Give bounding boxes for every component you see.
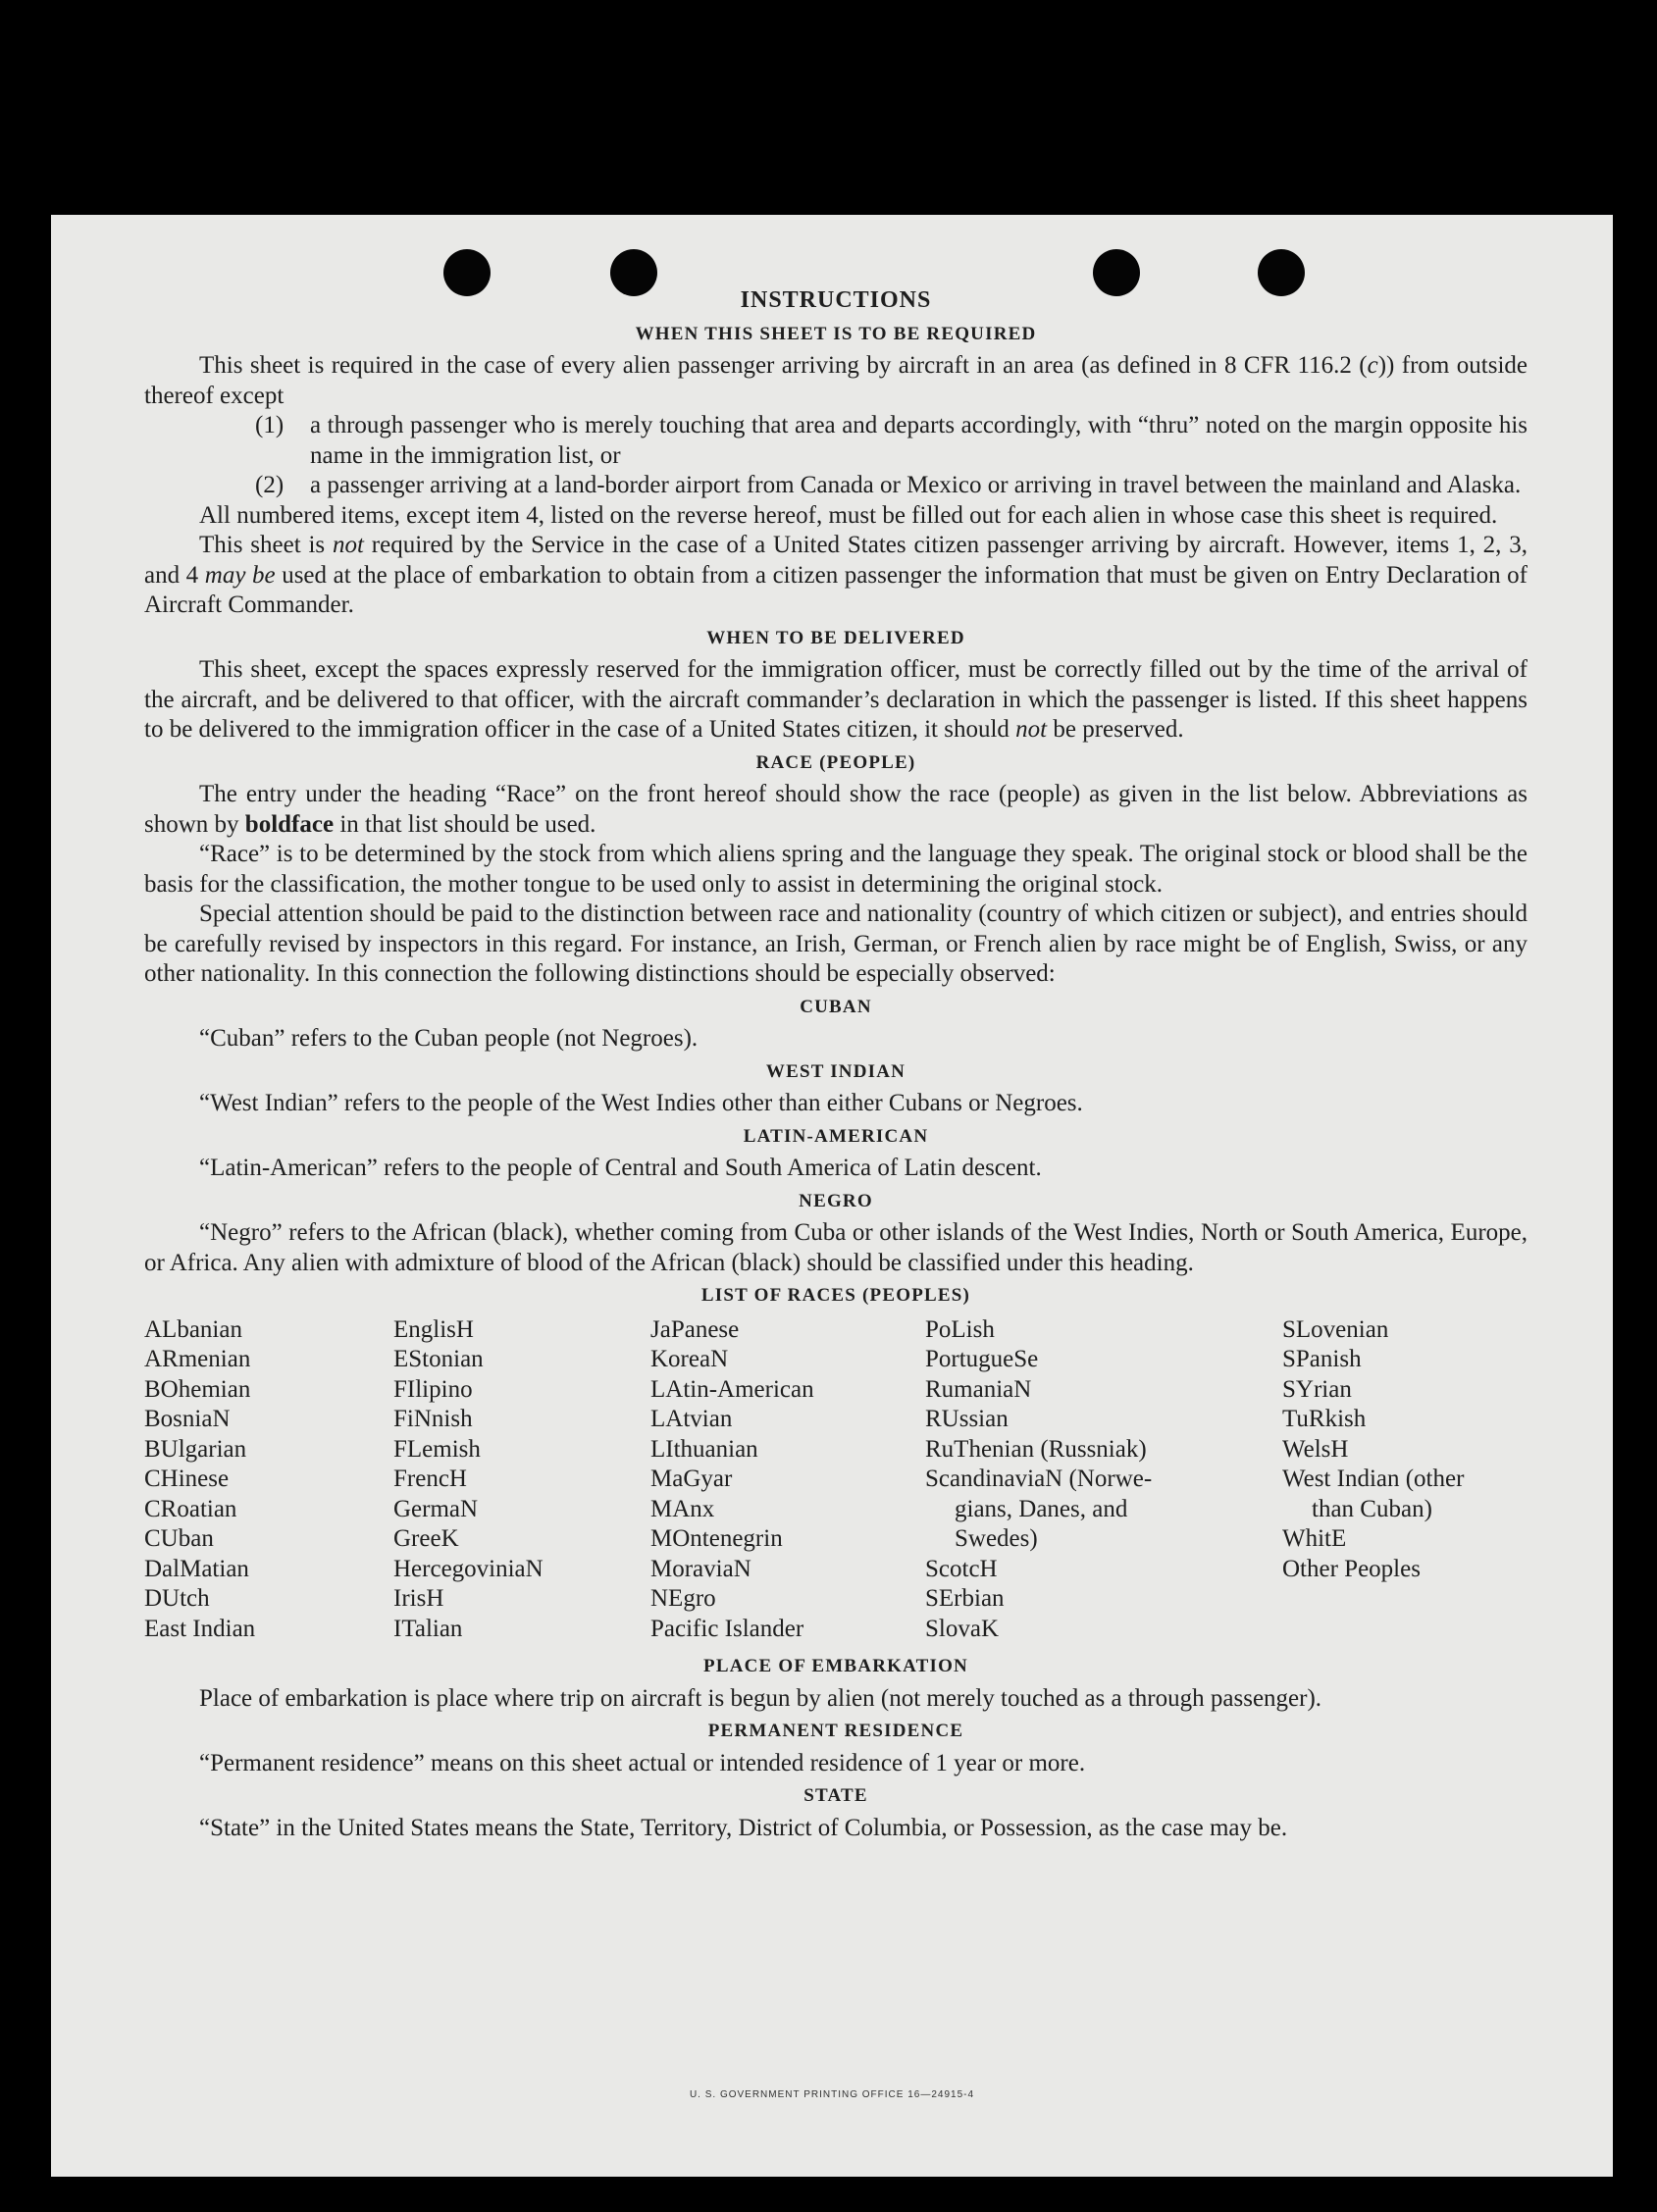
heading-place-of-embarkation: PLACE OF EMBARKATION <box>703 1656 968 1676</box>
race-item: GermaN <box>393 1495 479 1522</box>
race-item: BosniaN <box>144 1406 231 1432</box>
heading-cuban: CUBAN <box>800 996 872 1017</box>
race-item: FiNnish <box>393 1406 473 1432</box>
race-item: EStonian <box>393 1346 484 1372</box>
race-item: TuRkish <box>1282 1406 1367 1432</box>
heading-latin-american: LATIN-AMERICAN <box>743 1125 929 1147</box>
race-item: BOhemian <box>144 1375 251 1403</box>
races-column-2 <box>393 1315 650 1645</box>
race-item: LAtvian <box>650 1406 733 1432</box>
race-item: SlovaK <box>925 1615 999 1642</box>
race-item: WhitE <box>1282 1525 1347 1552</box>
race-item: Pacific Islander <box>650 1615 804 1642</box>
paragraph: This sheet is required in the case of every alien passenger arriving by aircraft in an area (as defined in 8 CFR 116.2 (c)) from outside thereof except <box>144 352 1528 409</box>
races-column-5 <box>1282 1315 1528 1645</box>
race-item: RuThenian (Russniak) <box>925 1435 1147 1463</box>
race-item: SYrian <box>1282 1375 1352 1403</box>
paragraph: “West Indian” refers to the people of the West Indies other than either Cubans or Negroes. <box>199 1090 1083 1116</box>
races-column-1 <box>144 1315 393 1645</box>
race-item: DUtch <box>144 1585 210 1612</box>
race-item-continued: Swedes) <box>955 1525 1038 1552</box>
race-item: SPanish <box>1282 1346 1362 1372</box>
race-item: West Indian (other <box>1282 1466 1465 1492</box>
page-title: INSTRUCTIONS <box>740 287 932 313</box>
races-column-3 <box>650 1315 925 1645</box>
paragraph: “State” in the United States means the State, Territory, District of Columbia, or Possession, as the case may be. <box>199 1814 1288 1841</box>
races-list <box>144 1315 1528 1645</box>
race-item: RumaniaN <box>925 1375 1032 1403</box>
race-item: ITalian <box>393 1615 463 1642</box>
race-item: KoreaN <box>650 1346 729 1372</box>
race-item: PoLish <box>925 1315 995 1343</box>
race-item: NEgro <box>650 1585 716 1612</box>
race-item: CHinese <box>144 1466 230 1492</box>
heading-state: STATE <box>803 1785 868 1806</box>
race-item: EnglisH <box>393 1315 474 1343</box>
race-item: Other Peoples <box>1282 1555 1421 1582</box>
race-item: MAnx <box>650 1495 715 1522</box>
races-column-4 <box>925 1315 1282 1645</box>
paragraph: “Permanent residence” means on this sheet actual or intended residence of 1 year or more. <box>199 1749 1086 1776</box>
heading-permanent-residence: PERMANENT RESIDENCE <box>707 1721 964 1741</box>
race-item: PortugueSe <box>925 1346 1039 1372</box>
paragraph: “Latin-American” refers to the people of Central and South America of Latin descent. <box>199 1155 1042 1181</box>
race-item: FIlipino <box>393 1375 473 1403</box>
paragraph: All numbered items, except item 4, listed on the reverse hereof, must be filled out for each alien in whose case this sheet is required. <box>199 501 1498 529</box>
race-item: ScandinaviaN (Norwe- <box>925 1466 1153 1492</box>
race-item: SErbian <box>925 1585 1005 1612</box>
race-item: JaPanese <box>650 1315 740 1343</box>
paragraph: “Race” is to be determined by the stock from which aliens spring and the language they speak. The original stock or blood shall be the basis for the classification, the mother tongue to be used only to assist in determining the original stock. <box>144 841 1528 898</box>
exception-text: a passenger arriving at a land-border airport from Canada or Mexico or arriving in travel between the mainland and Alaska. <box>310 472 1522 498</box>
exception-item <box>144 411 1528 471</box>
race-item: ALbanian <box>144 1315 242 1343</box>
paragraph: “Negro” refers to the African (black), whether coming from Cuba or other islands of the West Indies, North or South America, Europe, or Africa. Any alien with admixture of blood of the African (black) should be classified under this heading. <box>144 1219 1528 1276</box>
heading-west-indian: WEST INDIAN <box>765 1060 906 1082</box>
race-item: MOntenegrin <box>650 1525 783 1552</box>
exception-item <box>144 471 1528 501</box>
race-item: LAtin-American <box>650 1375 814 1403</box>
paragraph: Special attention should be paid to the distinction between race and nationality (country of which citizen or subject), and entries should be carefully revised by inspectors in this regard. For instance, an Irish, German, or French alien by race might be of English, Swiss, or any other nationality. In this connection the following distinctions should be especially observed: <box>144 900 1528 987</box>
paragraph: This sheet is not required by the Service in the case of a United States citizen passenger arriving by aircraft. However, items 1, 2, 3, and 4 may be used at the place of embarkation to obtain from a citizen passenger the information that must be given on Entry Declaration of Aircraft Commander. <box>144 532 1528 618</box>
race-item: WelsH <box>1282 1435 1349 1463</box>
race-item: IrisH <box>393 1585 444 1612</box>
paragraph: Place of embarkation is place where trip on aircraft is begun by alien (not merely touched as a through passenger). <box>199 1684 1322 1712</box>
instructions-content <box>144 285 1528 1843</box>
heading-when-required: WHEN THIS SHEET IS TO BE REQUIRED <box>635 323 1037 344</box>
paragraph: This sheet, except the spaces expressly reserved for the immigration officer, must be correctly filled out by the time of the arrival of the aircraft, and be delivered to that officer, with the aircraft commander’s declaration in which the passenger is listed. If this sheet happens to be delivered to the immigration officer in the case of a United States citizen, it should not be preserved. <box>144 656 1528 743</box>
race-item: BUlgarian <box>144 1435 247 1463</box>
heading-race: RACE (PEOPLE) <box>755 751 916 773</box>
race-item: SLovenian <box>1282 1315 1389 1343</box>
race-item: FrencH <box>393 1466 467 1492</box>
race-item: RUssian <box>925 1406 1009 1432</box>
race-item: DalMatian <box>144 1555 249 1582</box>
race-item: CRoatian <box>144 1495 237 1522</box>
race-item: MoraviaN <box>650 1555 751 1582</box>
paragraph: The entry under the heading “Race” on the front hereof should show the race (people) as given in the list below. Abbreviations as shown by boldface in that list should be used. <box>144 781 1528 838</box>
exception-number: (2) <box>255 472 285 498</box>
race-item: GreeK <box>393 1525 459 1552</box>
paragraph: “Cuban” refers to the Cuban people (not Negroes). <box>199 1025 699 1052</box>
race-item: CUban <box>144 1525 214 1552</box>
heading-list-of-races: LIST OF RACES (PEOPLES) <box>700 1285 971 1306</box>
race-item: MaGyar <box>650 1466 733 1492</box>
printer-imprint: U. S. GOVERNMENT PRINTING OFFICE 16—24915-4 <box>689 2089 975 2100</box>
heading-negro: NEGRO <box>799 1190 873 1211</box>
heading-when-delivered: WHEN TO BE DELIVERED <box>706 627 965 648</box>
race-item: LIthuanian <box>650 1435 758 1463</box>
race-item-continued: gians, Danes, and <box>955 1495 1128 1522</box>
exception-number: (1) <box>255 412 285 438</box>
race-item: FLemish <box>393 1435 481 1463</box>
race-item: ARmenian <box>144 1346 251 1372</box>
race-item: ScotcH <box>925 1555 998 1582</box>
race-item: HercegoviniaN <box>393 1555 544 1582</box>
race-item-continued: than Cuban) <box>1312 1495 1432 1522</box>
exception-text: a through passenger who is merely touching that area and departs accordingly, with “thru” noted on the margin opposite his name in the immigration list, or <box>310 412 1528 469</box>
document-sheet <box>51 215 1613 2177</box>
race-item: East Indian <box>144 1615 256 1642</box>
